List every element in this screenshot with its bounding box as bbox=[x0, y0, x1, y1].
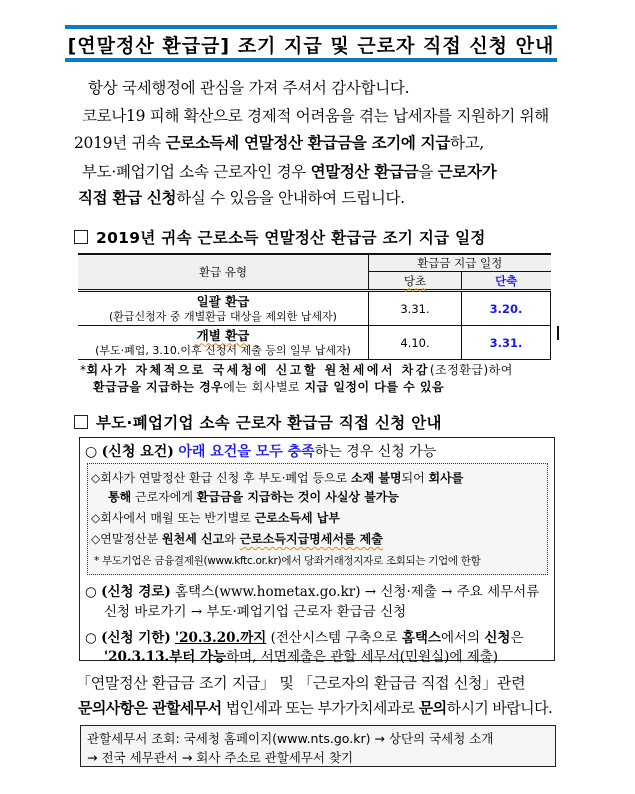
note-bold-3: 지급 일정이 다를 수 있음 bbox=[304, 380, 445, 394]
header-original-text: 당초 bbox=[403, 273, 427, 288]
circle-bullet-icon: ○ bbox=[85, 584, 97, 600]
deadline-date: '20.3.20.까지 bbox=[175, 630, 267, 646]
intro-line-3-pre: 2019년 귀속 bbox=[74, 134, 166, 152]
header-refund-type: 환급 유형 bbox=[78, 254, 369, 291]
condition-2-pre: ◇회사에서 매월 또는 반기별로 bbox=[91, 511, 255, 525]
deadline-post: 은 bbox=[510, 630, 524, 646]
circle-bullet-icon: ○ bbox=[85, 444, 98, 460]
text-cursor bbox=[557, 326, 559, 340]
route-line-1 bbox=[85, 580, 539, 600]
condition-1-mid: 되어 bbox=[401, 471, 429, 485]
lookup-line-1: 관할세무서 조회: 국세청 홈페이지(www.nts.go.kr) → 상단의 국세청 소개 bbox=[87, 731, 494, 746]
section2-heading bbox=[74, 411, 442, 433]
contact-line-2 bbox=[78, 697, 552, 718]
condition-3-pre: ◇연말정산분 bbox=[91, 532, 163, 546]
condition-1-line-2-bold-1: 통해 bbox=[108, 490, 132, 504]
condition-1-line-2-bold-2: 환급금을 지급하는 것이 사실상 불가능 bbox=[196, 490, 399, 504]
title-bottom-rule bbox=[65, 58, 557, 62]
condition-1-line-1 bbox=[91, 469, 463, 486]
contact-bold-1: 문의사항은 관할세무서 bbox=[78, 699, 222, 717]
section2-heading-text: 부도·폐업기업 소속 근로자 환급금 직접 신청 안내 bbox=[96, 414, 442, 432]
intro-line-5-bold: 직접 환급 신청 bbox=[78, 188, 177, 207]
note-star: * bbox=[80, 363, 87, 377]
row-type-text: 개별 환급 bbox=[196, 327, 250, 343]
page-title: [연말정산 환급금] 조기 지급 및 근로자 직접 신청 안내 bbox=[67, 35, 555, 57]
intro-line-4 bbox=[82, 160, 496, 182]
row-shortened: 3.31. bbox=[462, 326, 551, 360]
condition-3-mid: 와 bbox=[224, 532, 240, 546]
deadline-line-1 bbox=[85, 626, 524, 646]
route-path: 홈택스(www.hometax.go.kr) → 신청·제출 → 주요 세무서류 bbox=[175, 584, 540, 600]
intro-line-4-bold1: 연말정산 환급금 bbox=[310, 162, 419, 181]
condition-2 bbox=[91, 509, 340, 526]
intro-line-4-mid: 을 bbox=[418, 163, 438, 181]
requirement-post: 하는 경우 신청 가능 bbox=[314, 444, 437, 460]
condition-1-bold-2: 회사를 bbox=[428, 471, 464, 485]
schedule-note-line-2 bbox=[93, 378, 444, 395]
condition-3-bold-1: 원천세 신고 bbox=[162, 532, 225, 546]
section1-heading bbox=[74, 226, 486, 248]
lookup-line-2: → 전국 세무관서 → 회사 주소로 관할세무서 찾기 bbox=[87, 750, 354, 765]
intro-line-4-bold2: 근로자가 bbox=[437, 162, 497, 181]
requirement-label: (신청 요건) bbox=[101, 444, 174, 460]
intro-line-2: 코로나19 피해 확산으로 경제적 어려움을 겪는 납세자를 지원하기 위해 bbox=[82, 107, 549, 125]
row-desc: (환급신청자 중 개별환급 대상을 제외한 납세자) bbox=[109, 309, 337, 323]
intro-line-1: 항상 국세행정에 관심을 가져 주셔서 감사합니다. bbox=[88, 79, 410, 97]
condition-note: * 부도기업은 금융결제원(www.kftc.or.kr)에서 당좌거래정지자로 조회되는 기업에 한함 bbox=[94, 555, 481, 567]
row-shortened: 3.20. bbox=[462, 291, 551, 326]
refund-schedule-table bbox=[78, 253, 551, 360]
condition-3-bold-2: 근로소득지급명세서를 제출 bbox=[239, 532, 383, 546]
deadline-bold-1: 홈택스 bbox=[401, 630, 441, 646]
condition-1-line-2-mid: 근로자에게 bbox=[131, 490, 197, 504]
table-row bbox=[78, 326, 551, 360]
header-schedule: 환급금 지급 일정 bbox=[369, 254, 551, 272]
checkbox-square-icon bbox=[74, 230, 88, 244]
section1-heading-text: 2019년 귀속 근로소득 연말정산 환급금 조기 지급 일정 bbox=[96, 229, 486, 247]
table-row bbox=[78, 291, 551, 326]
row-original: 4.10. bbox=[369, 326, 462, 360]
deadline-line-2 bbox=[104, 645, 498, 665]
contact-bold-2: 문의 bbox=[418, 699, 447, 717]
row-type: 일괄 환급 bbox=[196, 293, 250, 309]
contact-post: 하시기 바랍니다. bbox=[446, 699, 553, 717]
contact-mid: 법인세과 또는 부가가치세과로 bbox=[221, 699, 419, 717]
contact-line-1: 「연말정산 환급금 조기 지급」 및 「근로자의 환급금 직접 신청」관련 bbox=[76, 674, 526, 692]
title-top-rule bbox=[65, 25, 557, 29]
checkbox-square-icon bbox=[74, 415, 88, 429]
tax-office-lookup-box bbox=[80, 725, 556, 767]
intro-line-3-post: 하고, bbox=[450, 134, 485, 152]
deadline-pre: (전산시스템 구축으로 bbox=[266, 630, 402, 646]
intro-line-4-pre: 부도·폐업기업 소속 근로자인 경우 bbox=[82, 163, 311, 181]
route-label: (신청 경로) bbox=[101, 584, 171, 600]
note-plain-2: 에는 회사별로 bbox=[223, 380, 305, 394]
deadline-bold-2: 신청 bbox=[484, 630, 511, 646]
intro-line-3 bbox=[74, 131, 484, 153]
condition-1-bold-1: 소재 불명 bbox=[351, 471, 402, 485]
table-header-row bbox=[78, 254, 551, 272]
condition-1-pre: ◇회사가 연말정산 환급 신청 후 부도·폐업 등으로 bbox=[91, 471, 351, 485]
header-original bbox=[369, 272, 462, 291]
row-type bbox=[78, 328, 368, 343]
deadline-line-2-post: 하며, 서면제출은 관할 세무서(민원실)에 제출) bbox=[226, 649, 499, 665]
intro-line-3-bold: 근로소득세 연말정산 환급금을 조기에 지급 bbox=[165, 133, 451, 152]
note-bold-1: 회사가 자체적으로 국세청에 신고할 원천세에서 차감 bbox=[86, 363, 430, 377]
row-type-cell bbox=[78, 291, 369, 326]
deadline-line-2-bold: '20.3.13.부터 가능 bbox=[104, 649, 227, 665]
condition-3 bbox=[91, 530, 383, 547]
row-type-cell bbox=[78, 326, 369, 360]
deadline-mid: 에서의 bbox=[440, 630, 485, 646]
requirement-highlight: 아래 요건을 모두 충족 bbox=[178, 444, 315, 460]
intro-line-5 bbox=[78, 186, 405, 208]
requirement-line bbox=[85, 441, 436, 461]
intro-line-5-post: 하실 수 있음을 안내하여 드립니다. bbox=[176, 189, 405, 207]
circle-bullet-icon: ○ bbox=[85, 630, 97, 646]
condition-1-line-2 bbox=[108, 488, 399, 505]
condition-2-bold: 근로소득세 납부 bbox=[254, 511, 340, 525]
schedule-note-line-1 bbox=[80, 361, 513, 378]
note-bold-2: 환급금을 지급하는 경우 bbox=[93, 380, 224, 394]
row-desc: (부도·폐업, 3.10.이후 신청서 제출 등의 일부 납세자) bbox=[95, 343, 351, 357]
note-plain-1: (조정환급)하여 bbox=[429, 363, 513, 377]
route-line-2: 신청 바로가기 → 부도·폐업기업 근로자 환급금 신청 bbox=[104, 604, 407, 620]
deadline-label: (신청 기한) bbox=[101, 630, 171, 646]
row-original: 3.31. bbox=[369, 291, 462, 326]
header-shortened: 단축 bbox=[462, 272, 551, 291]
